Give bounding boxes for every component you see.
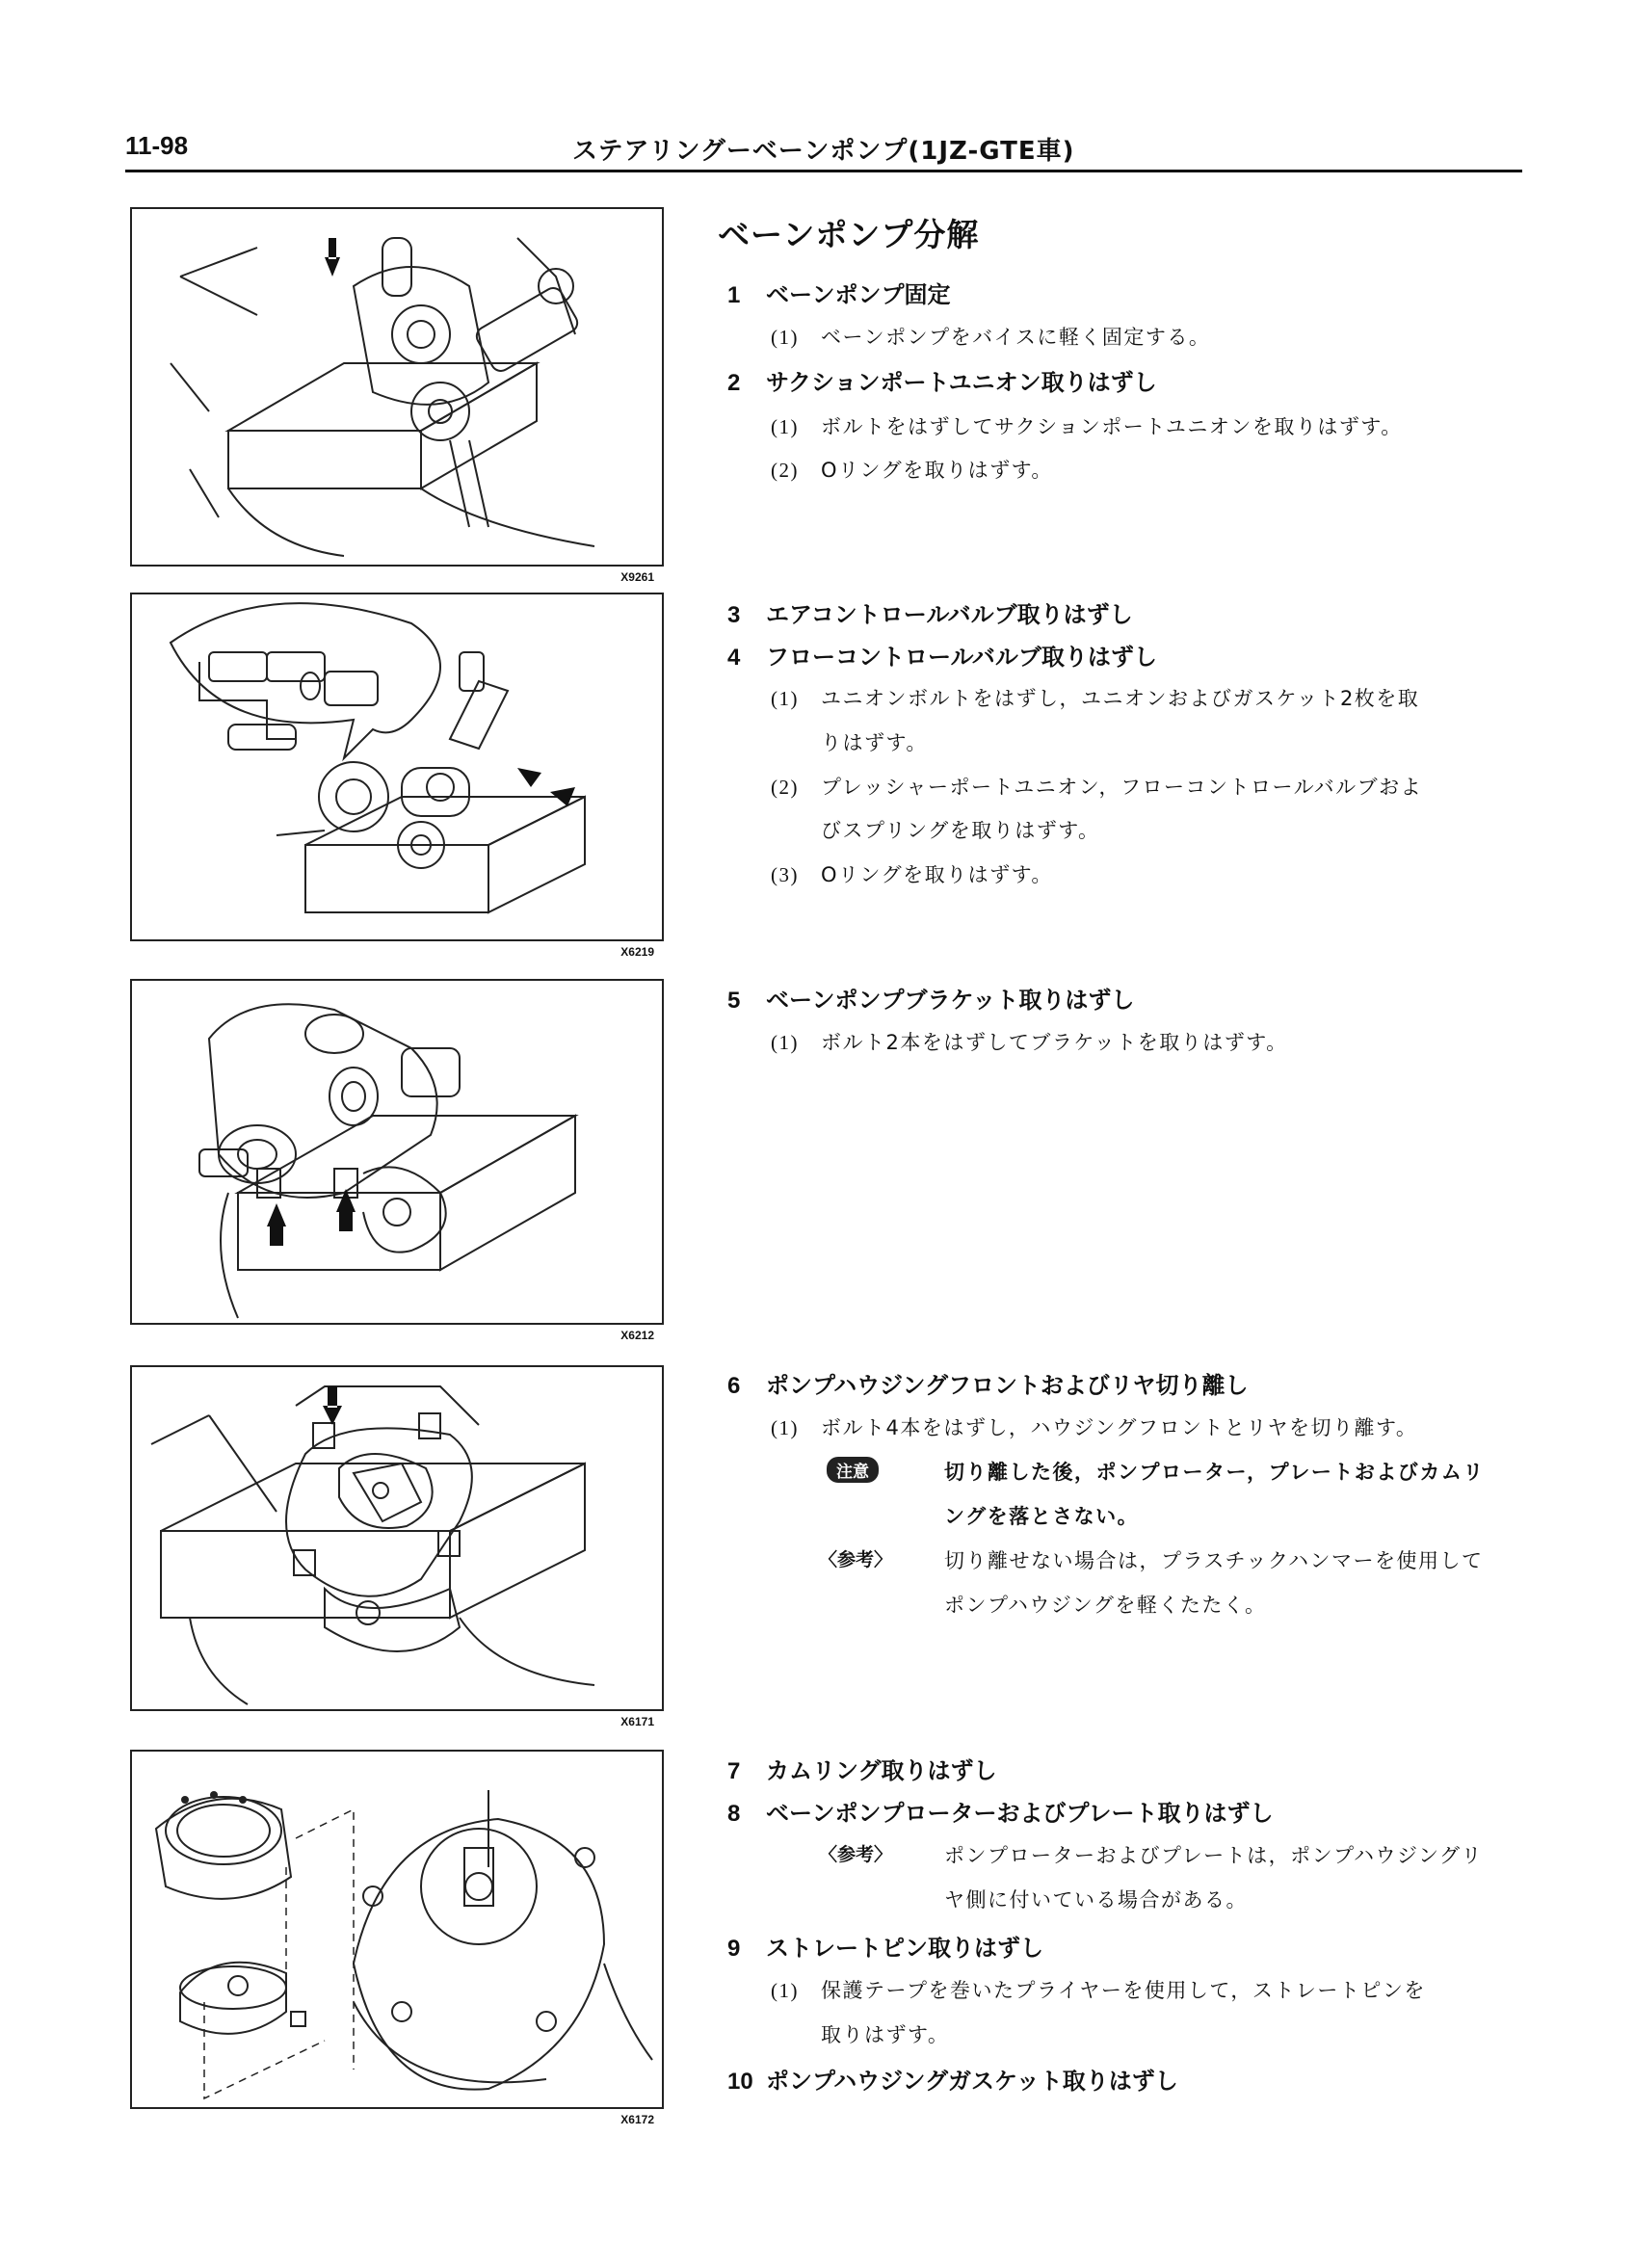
pump-housing-illustration	[132, 1367, 662, 1709]
step-5: 5 ベーンポンプブラケット取りはずし	[727, 987, 1135, 1014]
figure-code: X6172	[620, 2113, 654, 2126]
flow-control-valve-illustration	[132, 594, 662, 939]
step-8: 8 ベーンポンプローターおよびプレート取りはずし	[727, 1800, 1274, 1827]
sub-6-1: (1) ボルト4本をはずし，ハウジングフロントとリヤを切り離す。	[771, 1416, 1418, 1439]
step-2: 2 サクションポートユニオン取りはずし	[727, 369, 1157, 396]
step-10: 10 ポンプハウジングガスケット取りはずし	[727, 2068, 1178, 2095]
reference-text: 切り離せない場合は，プラスチックハンマーを使用して	[944, 1549, 1484, 1572]
figure-code: X9261	[620, 570, 654, 584]
figure-x6212	[130, 979, 664, 1342]
sub-4-1-continued: りはずす。	[821, 731, 928, 754]
reference-label: 〈参考〉	[819, 1844, 893, 1865]
sub-9-1: (1) 保護テープを巻いたプライヤーを使用して，ストレートピンを	[771, 1979, 1426, 2002]
sub-4-2: (2) プレッシャーポートユニオン，フローコントロールバルブおよ	[771, 776, 1423, 799]
figure-x6171	[130, 1365, 664, 1728]
sub-5-1: (1) ボルト2本をはずしてブラケットを取りはずす。	[771, 1031, 1288, 1054]
sub-9-1-continued: 取りはずす。	[821, 2023, 950, 2046]
step-4: 4 フローコントロールバルブ取りはずし	[727, 644, 1157, 671]
sub-4-1: (1) ユニオンボルトをはずし，ユニオンおよびガスケット2枚を取	[771, 687, 1420, 710]
figure-x9261	[130, 207, 664, 584]
sub-1-1: (1) ベーンポンプをバイスに軽く固定する。	[771, 326, 1211, 349]
header-title: ステアリングーベーンポンプ(1JZ-GTE車)	[572, 137, 1075, 166]
page-number: 11-98	[125, 131, 189, 160]
figure-code: X6171	[620, 1715, 654, 1728]
step-9: 9 ストレートピン取りはずし	[727, 1935, 1043, 1962]
step-6: 6 ポンプハウジングフロントおよびリヤ切り離し	[727, 1372, 1249, 1399]
vane-pump-on-vise-illustration	[132, 209, 662, 565]
caution-text-continued: ングを落とさない。	[944, 1505, 1140, 1528]
reference-text: ポンプローターおよびプレートは，ポンプハウジングリ	[944, 1844, 1484, 1867]
section-title: ベーンポンプ分解	[718, 216, 980, 253]
reference-text-continued: ヤ側に付いている場合がある。	[944, 1888, 1248, 1912]
reference-label: 〈参考〉	[819, 1549, 893, 1570]
step-1: 1 ベーンポンプ固定	[727, 281, 951, 308]
figure-code: X6219	[620, 945, 654, 959]
sub-4-2-continued: びスプリングを取りはずす。	[821, 819, 1100, 842]
step-7: 7 カムリング取りはずし	[727, 1757, 997, 1784]
figure-code: X6212	[620, 1329, 654, 1342]
caution-text: 切り離した後，ポンプローター，プレートおよびカムリ	[944, 1461, 1485, 1484]
sub-4-3: (3) Oリングを取りはずす。	[771, 863, 1053, 886]
caution-badge: 注意	[827, 1457, 879, 1483]
pump-bracket-illustration	[132, 981, 662, 1323]
page-header	[125, 127, 1522, 172]
figure-x6172	[130, 1750, 664, 2126]
step-3: 3 エアコントロールバルブ取りはずし	[727, 601, 1133, 628]
figure-x6219	[130, 593, 664, 959]
sub-2-1: (1) ボルトをはずしてサクションポートユニオンを取りはずす。	[771, 415, 1403, 438]
sub-2-2: (2) Oリングを取りはずす。	[771, 459, 1053, 482]
cam-ring-rotor-illustration	[132, 1752, 662, 2107]
reference-text-continued: ポンプハウジングを軽くたたく。	[944, 1594, 1267, 1617]
